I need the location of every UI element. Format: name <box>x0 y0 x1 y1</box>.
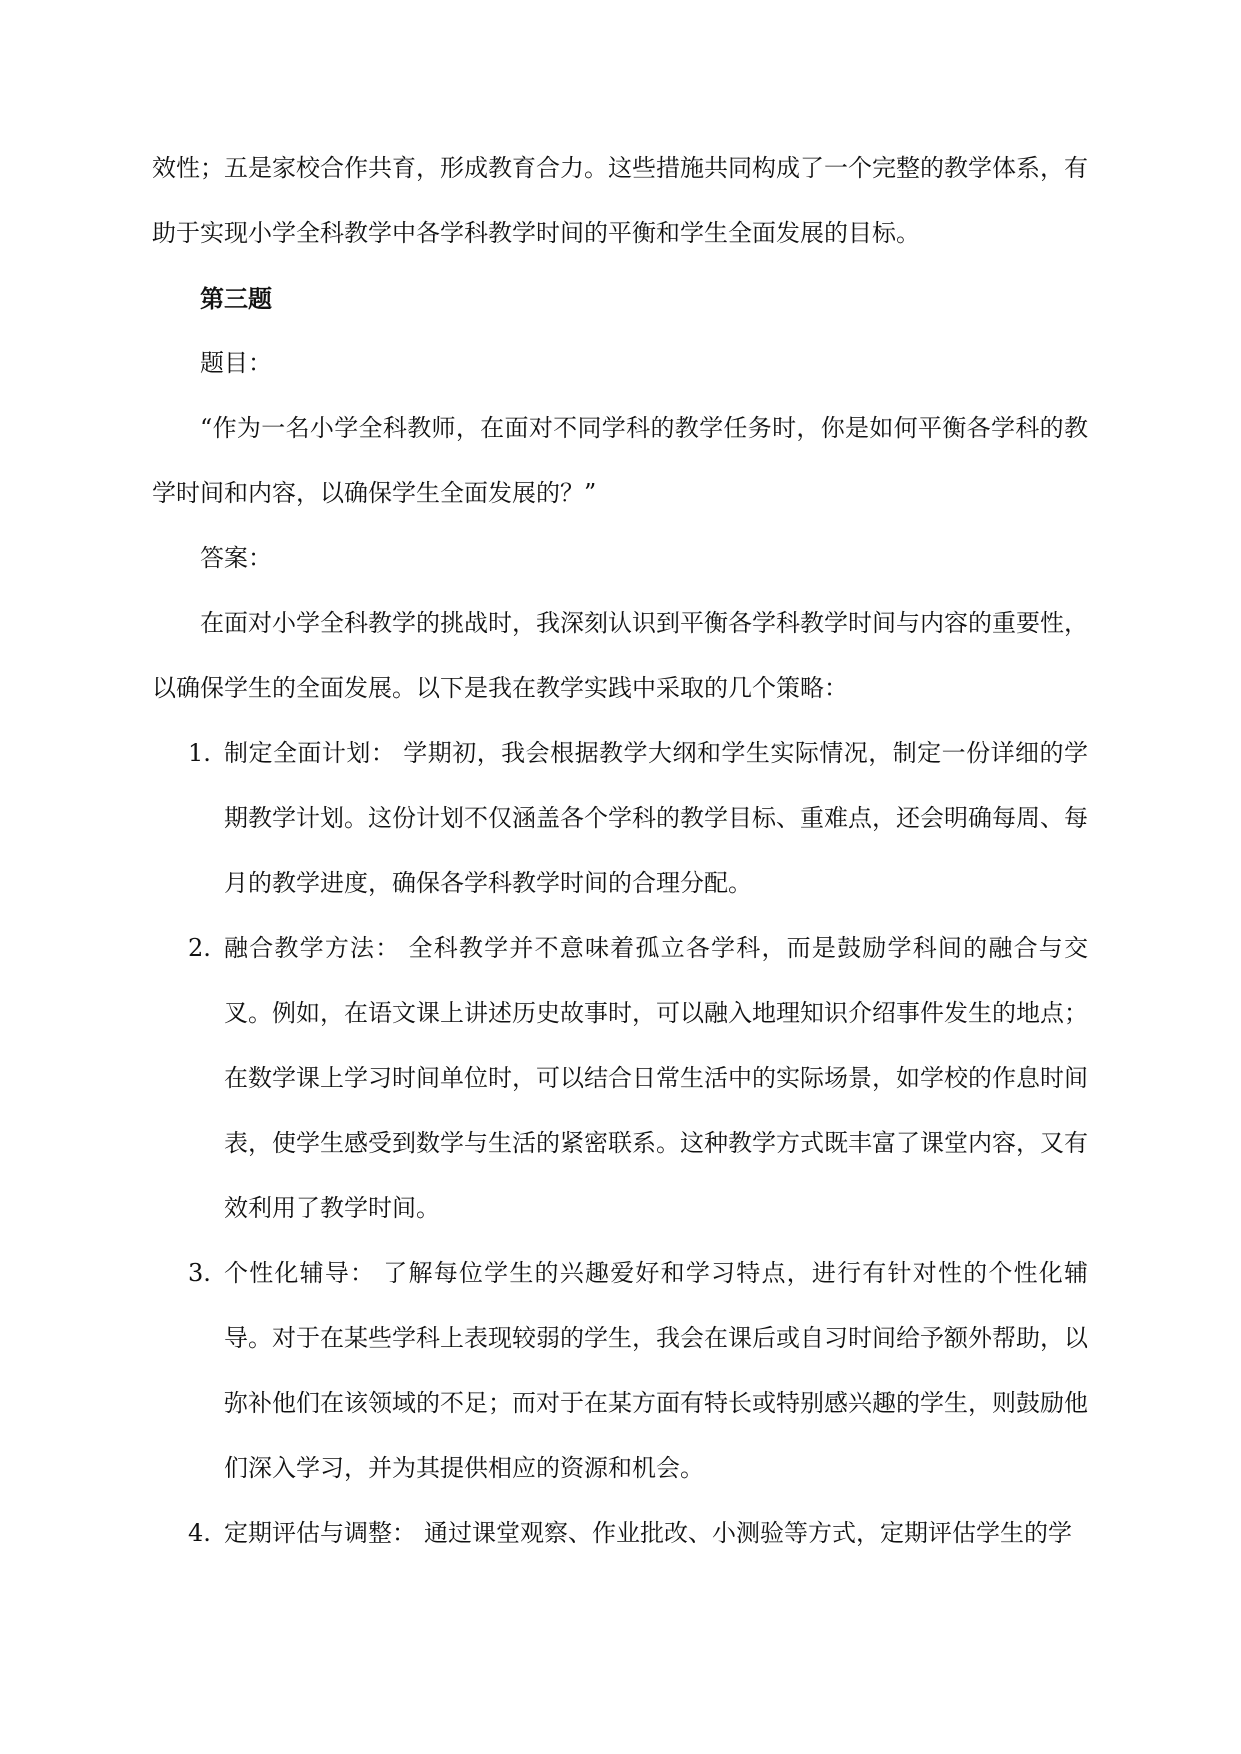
answer-label: 答案： <box>200 544 272 572</box>
strategy-list <box>152 721 1088 1566</box>
answer-intro: 在面对小学全科教学的挑战时，我深刻认识到平衡各学科教学时间与内容的重要性，以确保学生的全面发展。以下是我在教学实践中采取的几个策略： <box>152 609 1088 702</box>
list-item-title: 个性化辅导： <box>224 1259 376 1287</box>
list-item-text: 通过课堂观察、作业批改、小测验等方式，定期评估学生的学 <box>424 1519 1072 1547</box>
list-item-text: 全科教学并不意味着孤立各学科，而是鼓励学科间的融合与交叉。例如，在语文课上讲述历史故事时，可以融入地理知识介绍事件发生的地点；在数学课上学习时间单位时，可以结合日常生活中的实际场景，如学校的作息时间表，使学生感受到数学与生活的紧密联系。这种教学方式既丰富了课堂内容，又有效利用了教学时间。 <box>224 934 1088 1222</box>
list-item-number: 3. <box>188 1259 211 1287</box>
page-content <box>152 136 1088 1566</box>
list-item-number: 2. <box>188 934 211 962</box>
list-item-title: 融合教学方法： <box>224 934 401 962</box>
list-item-number: 4. <box>188 1519 211 1547</box>
list-item <box>152 1241 1088 1501</box>
intro-paragraph: 效性；五是家校合作共育，形成教育合力。这些措施共同构成了一个完整的教学体系，有助于实现小学全科教学中各学科教学时间的平衡和学生全面发展的目标。 <box>152 154 1088 247</box>
list-item <box>152 916 1088 1241</box>
list-item <box>152 721 1088 916</box>
question-text: “作为一名小学全科教师，在面对不同学科的教学任务时，你是如何平衡各学科的教学时间和内容，以确保学生全面发展的？” <box>152 414 1088 507</box>
section-heading: 第三题 <box>200 284 272 313</box>
list-item-text: 学期初，我会根据教学大纲和学生实际情况，制定一份详细的学期教学计划。这份计划不仅涵盖各个学科的教学目标、重难点，还会明确每周、每月的教学进度，确保各学科教学时间的合理分配。 <box>224 739 1089 897</box>
list-item-text: 了解每位学生的兴趣爱好和学习特点，进行有针对性的个性化辅导。对于在某些学科上表现较弱的学生，我会在课后或自习时间给予额外帮助，以弥补他们在该领域的不足；而对于在某方面有特长或特别感兴趣的学生，则鼓励他们深入学习，并为其提供相应的资源和机会。 <box>224 1259 1089 1482</box>
list-item-title: 定期评估与调整： <box>224 1519 416 1547</box>
list-item-title: 制定全面计划： <box>224 739 396 767</box>
list-item <box>152 1501 1088 1566</box>
question-label: 题目： <box>200 349 272 377</box>
list-item-number: 1. <box>188 739 211 767</box>
